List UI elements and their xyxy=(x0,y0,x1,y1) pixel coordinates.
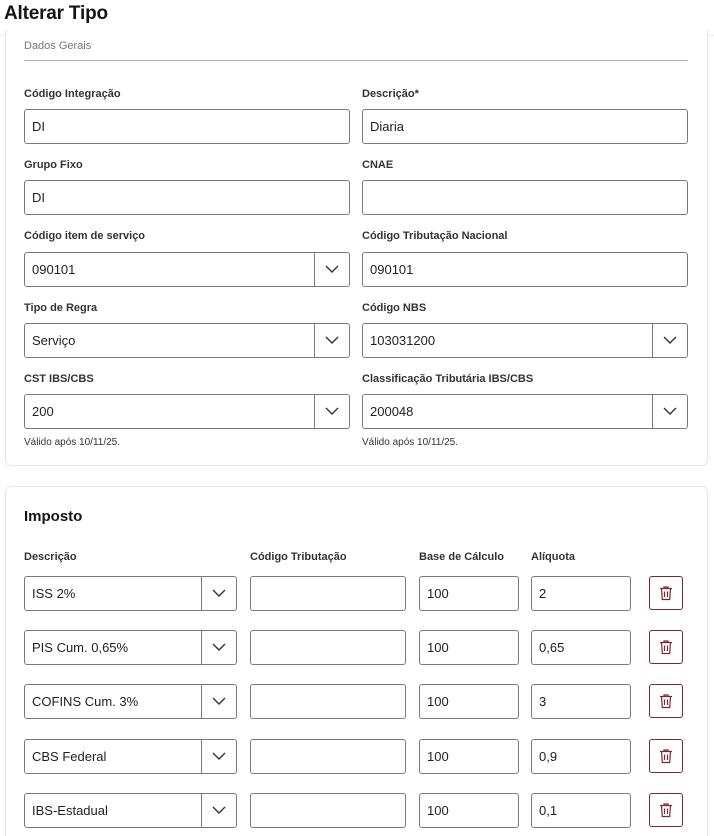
imposto-aliquota-input[interactable]: 3 xyxy=(531,684,631,719)
chevron-down-icon[interactable] xyxy=(211,804,227,816)
select-value: 200048 xyxy=(370,404,414,419)
delete-row-button[interactable] xyxy=(649,684,683,718)
imposto-aliquota-input[interactable]: 0,9 xyxy=(531,739,631,774)
select-value: Serviço xyxy=(32,333,76,348)
classificacao-tributaria-label: Classificação Tributária IBS/CBS xyxy=(362,373,534,385)
codigo-nbs-label: Código NBS xyxy=(362,302,427,314)
select-divider xyxy=(314,253,315,286)
imposto-codigo-tributacao-input[interactable] xyxy=(250,739,406,774)
imposto-base-calculo-input[interactable]: 100 xyxy=(419,576,519,611)
imposto-base-calculo-input[interactable]: 100 xyxy=(419,630,519,665)
codigo-integracao-input[interactable]: DI xyxy=(24,109,350,144)
cst-ibs-cbs-label: CST IBS/CBS xyxy=(24,373,94,385)
cnae-label: CNAE xyxy=(362,159,394,171)
imposto-aliquota-input[interactable]: 0,1 xyxy=(531,793,631,828)
tipo-regra-label: Tipo de Regra xyxy=(24,302,98,314)
select-value: ISS 2% xyxy=(32,586,76,601)
trash-icon xyxy=(659,639,673,655)
trash-icon xyxy=(659,693,673,709)
delete-row-button[interactable] xyxy=(649,576,683,610)
select-value: 200 xyxy=(32,404,54,419)
imposto-descricao-select[interactable] xyxy=(24,793,237,828)
chevron-down-icon[interactable] xyxy=(662,405,678,417)
header-base-calculo: Base de Cálculo xyxy=(419,551,504,563)
header-descricao: Descrição xyxy=(24,551,77,563)
codigo-integracao-label: Código Integração xyxy=(24,88,121,100)
imposto-codigo-tributacao-input[interactable] xyxy=(250,793,406,828)
delete-row-button[interactable] xyxy=(649,793,683,827)
select-value: CBS Federal xyxy=(32,749,107,764)
chevron-down-icon[interactable] xyxy=(211,641,227,653)
select-divider xyxy=(652,395,653,428)
codigo-item-servico-select[interactable] xyxy=(24,252,350,287)
chevron-down-icon[interactable] xyxy=(324,405,340,417)
section-divider xyxy=(24,60,688,61)
select-divider xyxy=(201,794,202,827)
select-value: PIS Cum. 0,65% xyxy=(32,640,129,655)
cst-ibs-cbs-select[interactable] xyxy=(24,394,350,429)
imposto-codigo-tributacao-input[interactable] xyxy=(250,684,406,719)
select-divider xyxy=(314,395,315,428)
chevron-down-icon[interactable] xyxy=(211,750,227,762)
grupo-fixo-input[interactable]: DI xyxy=(24,180,350,215)
imposto-descricao-select[interactable] xyxy=(24,576,237,611)
select-divider xyxy=(652,324,653,357)
trash-icon xyxy=(659,748,673,764)
trash-icon xyxy=(659,585,673,601)
imposto-base-calculo-input[interactable]: 100 xyxy=(419,739,519,774)
delete-row-button[interactable] xyxy=(649,630,683,664)
imposto-aliquota-input[interactable]: 0,65 xyxy=(531,630,631,665)
grupo-fixo-label: Grupo Fixo xyxy=(24,159,83,171)
imposto-descricao-select[interactable] xyxy=(24,739,237,774)
trash-icon xyxy=(659,802,673,818)
codigo-nbs-select[interactable] xyxy=(362,323,688,358)
select-value: 103031200 xyxy=(370,333,436,348)
codigo-tributacao-nacional-input[interactable]: 090101 xyxy=(362,252,688,287)
imposto-descricao-select[interactable] xyxy=(24,684,237,719)
imposto-descricao-select[interactable] xyxy=(24,630,237,665)
codigo-tributacao-nacional-label: Código Tributação Nacional xyxy=(362,230,508,242)
delete-row-button[interactable] xyxy=(649,739,683,773)
page-title: Alterar Tipo xyxy=(4,3,108,24)
select-value: 090101 xyxy=(32,262,76,277)
select-divider xyxy=(314,324,315,357)
header-codigo-tributacao: Código Tributação xyxy=(250,551,347,563)
cnae-input[interactable] xyxy=(362,180,688,215)
select-value: IBS-Estadual xyxy=(32,803,108,818)
select-divider xyxy=(201,577,202,610)
section-label: Dados Gerais xyxy=(24,40,92,52)
imposto-aliquota-input[interactable]: 2 xyxy=(531,576,631,611)
imposto-codigo-tributacao-input[interactable] xyxy=(250,630,406,665)
imposto-title: Imposto xyxy=(24,508,83,525)
select-divider xyxy=(201,631,202,664)
select-value: COFINS Cum. 3% xyxy=(32,694,139,709)
chevron-down-icon[interactable] xyxy=(211,587,227,599)
classificacao-tributaria-select[interactable] xyxy=(362,394,688,429)
tipo-regra-select[interactable] xyxy=(24,323,350,358)
imposto-codigo-tributacao-input[interactable] xyxy=(250,576,406,611)
chevron-down-icon[interactable] xyxy=(211,695,227,707)
chevron-down-icon[interactable] xyxy=(324,263,340,275)
select-divider xyxy=(201,740,202,773)
codigo-item-servico-label: Código item de serviço xyxy=(24,230,146,242)
cst-ibs-cbs-hint: Válido após 10/11/25. xyxy=(24,437,121,448)
select-divider xyxy=(201,685,202,718)
classificacao-tributaria-hint: Válido após 10/11/25. xyxy=(362,437,459,448)
imposto-base-calculo-input[interactable]: 100 xyxy=(419,684,519,719)
imposto-base-calculo-input[interactable]: 100 xyxy=(419,793,519,828)
descricao-input[interactable]: Diaria xyxy=(362,109,688,144)
descricao-label: Descrição* xyxy=(362,88,419,100)
chevron-down-icon[interactable] xyxy=(324,334,340,346)
header-aliquota: Alíquota xyxy=(531,551,575,563)
chevron-down-icon[interactable] xyxy=(662,334,678,346)
